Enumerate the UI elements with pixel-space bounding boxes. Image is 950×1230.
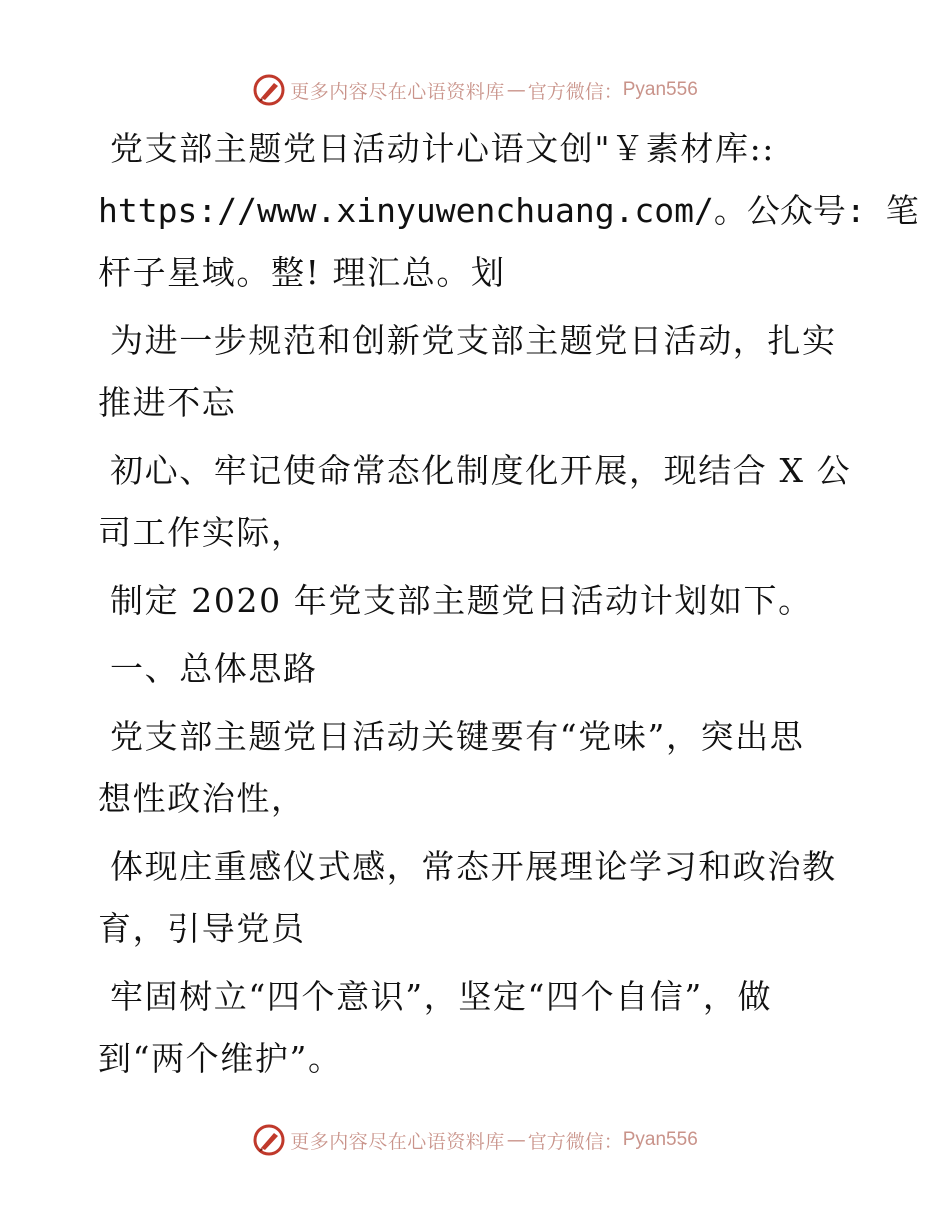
watermark-wechat-label: 官方微信： [527, 1130, 623, 1153]
paragraph [98, 706, 848, 830]
text-line: 初心、牢记使命常态化制度化开展，现结合 X 公 [110, 451, 852, 490]
text-line: 到“两个维护”。 [98, 1039, 343, 1078]
paragraph-intro [98, 118, 919, 304]
document-body [98, 118, 919, 1096]
watermark-wechat-id: Pyan556 [622, 79, 698, 100]
watermark-wechat-id: Pyan556 [622, 1129, 698, 1150]
header-watermark [0, 70, 950, 110]
text-line: 想性政治性， [98, 779, 306, 818]
text-line: 推进不忘 [98, 383, 237, 422]
paragraph [98, 836, 848, 960]
watermark-wechat-label: 官方微信： [527, 80, 623, 103]
watermark-text: 更多内容尽在心语资料库 [290, 1130, 505, 1153]
text-line: 司工作实际， [98, 513, 306, 552]
footer-watermark [0, 1120, 950, 1160]
text-line: 党支部主题党日活动关键要有“党味”，突出思 [110, 717, 805, 756]
text-line: 为进一步规范和创新党支部主题党日活动，扎实 [110, 321, 837, 360]
text-line: 体现庄重感仪式感，常态开展理论学习和政治教 [110, 847, 837, 886]
section-heading [98, 638, 848, 700]
paragraph [98, 440, 852, 564]
paragraph [98, 966, 848, 1090]
paragraph [98, 310, 848, 434]
watermark-separator: — [506, 1129, 526, 1151]
watermark-separator: — [506, 79, 526, 101]
url-line: https://www.xinyuwenchuang.com/。公众号: 笔 [98, 191, 919, 230]
text-line: 党支部主题党日活动计心语文创"￥素材库:: [110, 129, 776, 168]
watermark-text: 更多内容尽在心语资料库 [290, 80, 505, 103]
text-line: 杆子星域。整! 理汇总。划 [98, 253, 506, 292]
pen-logo-icon [252, 73, 286, 107]
heading-text: 一、总体思路 [110, 649, 318, 688]
text-line: 育，引导党员 [98, 909, 306, 948]
pen-logo-icon [252, 1123, 286, 1157]
text-line: 制定 2020 年党支部主题党日活动计划如下。 [110, 581, 813, 620]
text-line: 牢固树立“四个意识”，坚定“四个自信”，做 [110, 977, 773, 1016]
paragraph [98, 570, 848, 632]
